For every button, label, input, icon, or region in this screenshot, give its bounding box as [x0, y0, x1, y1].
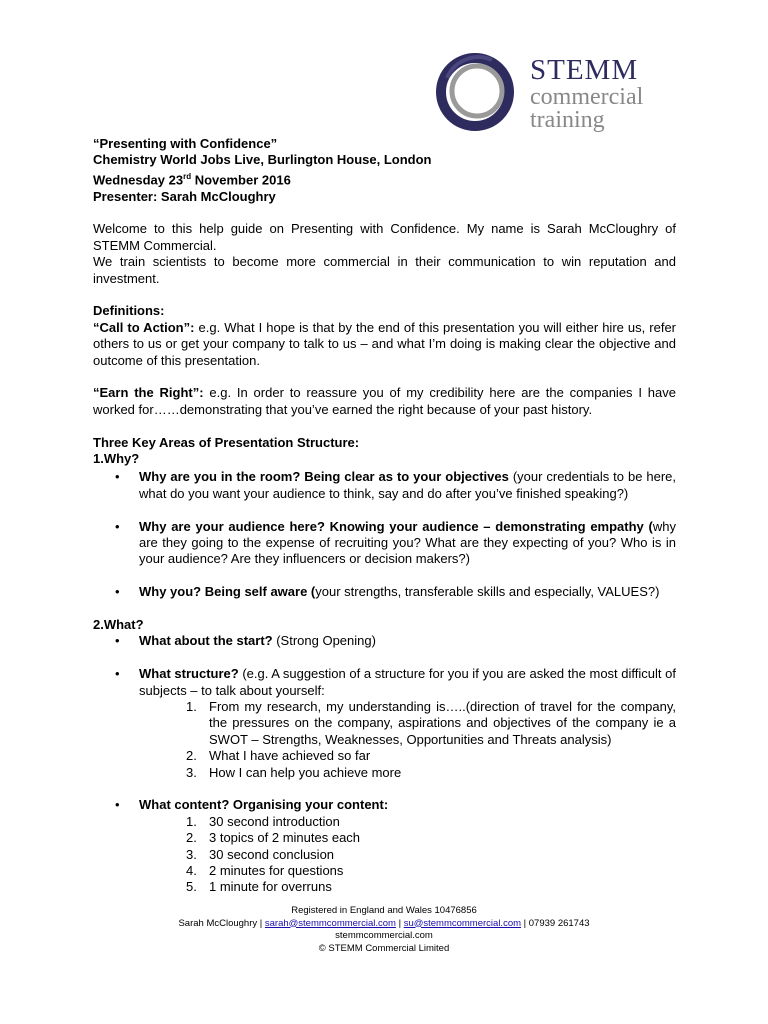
list-item: • Why are you in the room? Being clear as to your objectives (your credentials to be here, what do you want your audience to think, say and do after you’ve finished speaking?) — [115, 469, 676, 501]
numbered-item: 5. 1 minute for overruns — [186, 879, 332, 895]
document-title: “Presenting with Confidence” — [93, 136, 278, 151]
presenter-line: Presenter: Sarah McCloughry — [93, 188, 276, 204]
registration-line: Registered in England and Wales 10476856 — [291, 905, 477, 916]
document-body — [93, 136, 676, 896]
list-item: • What about the start? (Strong Opening) — [115, 633, 376, 649]
intro-paragraph-1: Welcome to this help guide on Presenting with Confidence. My name is Sarah McCloughry of STEMM Commercial. — [93, 221, 676, 253]
list-item: • What structure? (e.g. A suggestion of a structure for you if you are asked the most difficult of subjects – to talk about yourself: — [115, 666, 676, 698]
structure-heading: Three Key Areas of Presentation Structure: — [93, 434, 360, 450]
why-heading: 1.Why? — [93, 450, 140, 466]
list-item: • What content? Organising your content: — [115, 797, 389, 813]
company-logo — [432, 48, 672, 138]
logo-line-2: commercial — [530, 84, 644, 110]
event-line: Chemistry World Jobs Live, Burlington House, London — [93, 152, 432, 168]
numbered-item: 1. 30 second introduction — [186, 813, 340, 829]
numbered-item: 2. 3 topics of 2 minutes each — [186, 830, 361, 846]
definition-earn-the-right: “Earn the Right”: e.g. In order to reassure you of my credibility here are the companies I have worked for……demonstrating that you’ve earned the right because of your past history. — [93, 385, 676, 417]
email-link-sarah[interactable]: sarah@stemmcommercial.com — [264, 917, 396, 929]
website-line: stemmcommercial.com — [335, 930, 433, 941]
definitions-heading: Definitions: — [93, 303, 165, 319]
numbered-item: 4. 2 minutes for questions — [186, 863, 344, 879]
numbered-item: 3. How I can help you achieve more — [186, 764, 402, 780]
definition-call-to-action: “Call to Action”: e.g. What I hope is that by the end of this presentation you will either hire us, refer others to us or get your company to talk to us – and what I’m doing is making clear the objective and outcome of this presentation. — [93, 319, 677, 368]
list-item: • Why are your audience here? Knowing your audience – demonstrating empathy (why are they going to the expense of recruiting you? What are they expecting of you? Who is in your audience? Are they influencers or decision makers?) — [115, 518, 676, 567]
intro-paragraph-2: We train scientists to become more commercial in their communication to win reputation and investment. — [93, 254, 676, 286]
numbered-item: 2. What I have achieved so far — [186, 748, 371, 764]
list-item: • Why you? Being self aware (your strengths, transferable skills and especially, VALUES?) — [115, 584, 660, 600]
what-heading: 2.What? — [93, 617, 144, 632]
date-line: Wednesday 23rd November 2016 — [93, 171, 291, 188]
numbered-item: 1. From my research, my understanding is…..(direction of travel for the company, the pressures on the company, aspirations and objectives of the company ie a SWOT – Strengths, Weaknesses, Opportunities and Threats analysis) — [186, 699, 676, 747]
logo-line-3: training — [530, 107, 605, 133]
copyright-line: © STEMM Commercial Limited — [318, 942, 450, 954]
ring-logo-icon — [432, 48, 522, 138]
page-footer — [0, 905, 768, 955]
logo-line-1: STEMM — [530, 54, 639, 86]
email-link-su[interactable]: su@stemmcommercial.com — [403, 917, 522, 929]
numbered-item: 3. 30 second conclusion — [186, 846, 335, 862]
contact-line: Sarah McCloughry | sarah@stemmcommercial.com | su@stemmcommercial.com | 07939 261743 — [178, 917, 590, 929]
